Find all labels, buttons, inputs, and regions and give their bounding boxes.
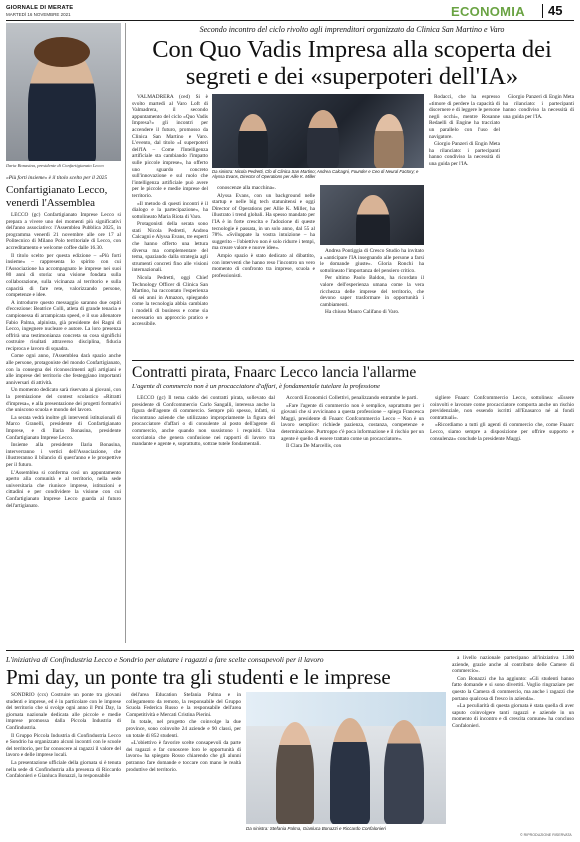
pmi-person-1: [276, 722, 314, 824]
issue-date: MARTEDÌ 16 NOVEMBRE 2021: [6, 12, 71, 17]
panel-speaker-3: [374, 114, 404, 168]
pirate-top-rule: [132, 360, 574, 361]
pmi-col1: SONDRIO (ccs) Costruire un ponte tra giovani studenti e imprese, ed è in particolare con le imprese del territorio che si svolge ogni anno il Pmi Day, la giornata nazionale dedicata alle piccole e medie imprese promossa dalla Piccola Industria di Confindustria. Il Gruppo Piccola Industria di Confindustria Lecco e Sondrio ha organizzato alcuni incontri con le scuole del territorio, per far conoscere ai ragazzi il valore del lavoro e delle imprese locali. La presentazione ufficiale della giornata si è tenuta nella sede di Confindustria alla presenza di Riccardo Confalonieri e Gianluca Bonazzi, la responsabile: [6, 692, 121, 780]
left-story-body: LECCO (gc) Confartigianato Imprese Lecco si prepara a vivere uno dei momenti più significativi dell'anno associativo: l'Assemblea Pubblica 2025, in programma venerdì 21 novembre alle ore 17 al Politecnico di Milano Polo territoriale di Lecco, con accreditamento e welcome coffee dalle 16.30. Il titolo scelto per questa edizione – «Più forti insieme» – rappresenta lo spirito con cui l'Associazione ha accompagnato le imprese nei suoi 80 anni di storia: una visione fondata sulla collaborazione, sulla vicinanza al territorio e sulla capacità di fare rete, valorizzando persone, competenze e idee. A introdurre questo messaggio saranno due ospiti d'eccezione: Beatrice Colli, atleta di grande tenacia e campionessa di arrampicata speed, e il suo allenatore Fabio Palma, alpinista, già presidente dei Ragni di Lecco, ingegnere nucleare e autore. La loro presenza offrirà una testimonianza concreta su cosa significhi costruire risultati attraverso disciplina, fiducia reciproca e lavoro di squadra. Come ogni anno, l'Assemblea darà spazio anche alle persone, protagoniste del mondo Confartigianato, con la consegna dei riconoscimenti agli artigiani e alle imprese del territorio che festeggiano importanti anniversari di attività. Un momento dedicato sarà riservato ai giovani, con la premiazione del contest scolastico «Ritratti d'impresa», e alla presentazione dei progetti formativi che uniscono scuola e mondo del lavoro. La serata vedrà inoltre gli interventi istituzionali di Marco Granelli, presidente di Confartigianato Imprese, e di Ilaria Bonasina, presidente Confartigianato Imprese Lecco. Insieme alla presidente Ilaria Bonasina, interverranno i vertici dell'Associazione, che illustreranno il bilancio di quest'anno e le prospettive per il futuro. L'Assemblea si conferma così un appuntamento aperto alla comunità e al territorio, nella sede universitaria che riunisce imprese, istituzioni e cittadini e per condividere la visione con cui Confartigianato Imprese Lecco guarda al futuro dell'artigianato.: [6, 212, 121, 509]
pmi-kicker: L'iniziativa di Confindustria Lecco e Sondrio per aiutare i ragazzi a fare scelte consapevoli per il lavoro: [6, 655, 324, 664]
main-story-headline: Con Quo Vadis Impresa alla scoperta dei segreti e dei «superpoteri dell'IA»: [152, 36, 552, 90]
pmi-headline: Pmi day, un ponte tra gli studenti e le imprese: [6, 665, 391, 689]
panel-photo: [212, 94, 424, 168]
left-story-headline: Confartigianato Lecco, venerdì l'Assemblea: [6, 184, 108, 209]
pmi-photo: [246, 692, 446, 824]
main-story-col1: VALMADRERA (ced) Si è svolto martedì al Varo Loft di Valmadrera, il secondo appuntamento del ciclo «Quo Vadis Impresa?» gli incontri per accendere il futuro, promosso da Clinica San Martino e Varo. L'evento, dal titolo «I superpoteri dell'IA – Come l'Intelligenza artificiale sta cambiando l'impatto sulle piccole imprese», ha offerto uno sguardo concreto sull'innovazione e sul ruolo che l'intelligenza artificiale può avere per le piccole e medie imprese del territorio. «Il metodo di questi incontri è il dialogo e la partecipazione», ha sottolineato Maria Riota di Varo. Protagonisti della serata sono stati Nicola Pedretti, Andrea Calcagni e Alyssa Evans, tre esperti che hanno offerto una lettura diversa ma complementare del tema, spaziando dalla strategia agli strumenti concreti fino alle visioni internazionali. Nicola Pedretti, oggi Chief Technology Officer di Clinica San Martino, ha raccontato l'esperienza di sei anni in Amazon, spiegando come la tecnologia abbia cambiato i modelli di business e come sia necessario un approccio pratico e accessibile.: [132, 94, 208, 328]
copyright-note: © RIPRODUZIONE RISERVATA: [520, 833, 572, 837]
section-divider: [542, 4, 543, 18]
portrait-hair: [34, 37, 90, 67]
panel-photo-caption: Da sinistra: Nicola Pedretti, Cfo di Clinica San Martino; Andrea Calcagni, Founder e Ceo di Neural Factory; e Alyssa Evans, Director of Operations per Allie K. Miller: [212, 169, 419, 179]
page-number: 45: [548, 3, 563, 18]
section-label: ECONOMIA: [451, 4, 525, 19]
masthead: GIORNALE DI MERATE: [6, 5, 74, 11]
pmi-photo-caption: Da sinistra: Stefania Palma, Gianluca Bonazzi e Riccardo Confalonieri: [246, 826, 386, 831]
pmi-col2: dell'area Education Stefania Palma e in collegamento da remoto, la responsabile del Gruppo Scuola Federica Russo e la responsabile dell'area Competitività e Mercati Cristina Pierini. In totale, nel progetto che coinvolge la due province, sono coinvolte 24 aziende e 90 classi, per un totale di 852 studenti. «L'obiettivo è favorire scelte consapevoli da parte dei ragazzi e far conoscere loro le opportunità di lavoro» ha spiegato Rosso chiarendo che gli alunni potranno fare domande e toccare con mano le realtà produttive del territorio.: [126, 692, 241, 773]
main-story-col3-continued: Giorgio Panzeri di Engin Meta ha rilanciato: i partecipanti hanno condiviso la necessità di una guida per l'IA.: [503, 94, 574, 120]
left-story-kicker: «Più forti insieme» è il titolo scelto per il 2025: [6, 175, 108, 181]
left-column-rule: [125, 23, 126, 643]
pmi-person-3: [384, 720, 424, 824]
pmi-person-2: [330, 718, 370, 824]
portrait-photo: [6, 23, 121, 161]
speaker-photo: [320, 185, 424, 245]
portrait-caption: Ilaria Bonasina, presidente di Confartigianato Lecco: [6, 163, 104, 168]
main-story-col2: conoscenze alla macchina». Alyssa Evans, con un background nelle startup e nelle big tech statunitensi e oggi Director of Operations per Allie K. Miller, ha illustrato i trend globali. Ha spesso mandato per l'IA è in forte crescita e l'adozione di queste tecnologie è passata, in un solo anno, dal 55 al 78%. «Sviluppate la vostra intuizione – ha suggerito – l'obiettivo non è solo ridurre i tempi, ma creare valore e nuove idee». Ampio spazio è stato dedicato al dibattito, con interventi che hanno reso l'incontro un vero momento di confronto tra imprese, scuola e professionisti.: [212, 185, 315, 279]
pmi-col3: a livello nazionale partecipano all'iniziativa 1.300 aziende, grazie anche al contributo delle Camere di commercio». Con Bonazzi che ha aggiunto: «Gli studenti hanno fatto domande e si sono divertiti. Voglio ringraziare per questo la Camera di commercio, ma anche i ragazzi che portano qualcosa di fresco in azienda». «La peculiarità di questa giornata è stata quella di aver saputo coinvolgere tanti ragazzi e aziende in un momento di incontro e di crescita comune» ha concluso Confalonieri.: [452, 655, 574, 729]
panel-speaker-1: [238, 114, 268, 168]
main-story-col3: Rodacci, che ha espresso «timore di perdere la capacità di discernere e di leggere le persone negli occhi», mentre Rosanne Redaelli di Engine ha tracciato un parallelo con l'uso del navigatore. Giorgio Panzeri di Engin Meta ha rilanciato: i partecipanti hanno condiviso la necessità di una guida per l'IA.: [429, 94, 500, 167]
pirate-col3: sigliere Fnaarc Confcommercio Lecco, sottolinea: «Essere coinvolti e lavorare come procacciatore comporta anche un rischio previdenziale, non essendo iscritti all'Enasarco né ai fondi contrattuali». «Ricordiamo a tutti gli agenti di commercio che, come Fnaarc Lecco, siamo sempre a disposizione per offrire supporto e consulenza» conclude la presidente Maggi.: [430, 395, 574, 442]
pirate-subhead: L'agente di commercio non è un procacciatore d'affari, è fondamentale tutelare la professione: [132, 383, 380, 390]
pirate-col1: LECCO (gc) Il tema caldo dei contratti pirata, sollevato dal presidente di Confcommercio Carlo Sangalli, interessa anche la figura dell'agente di commercio. Sempre più spesso, infatti, si riscontrano aziende che utilizzano impropriamente la figura del procacciatore d'affari o di consulente al posto dell'agente di commercio, anche quando non sussistono i requisiti. Una scorciatoia che genera confusione nei rapporti di lavoro tra mandante e agente e, soprattutto, sottrae tutele fondamentali.: [132, 395, 275, 448]
main-story-kicker: Secondo incontro del ciclo rivolto agli imprenditori organizzato da Clinica San Martino e Varo: [199, 25, 505, 34]
panel-speaker-2: [307, 110, 339, 168]
main-story-col4: Andrea Pontiggia di Cresco Studio ha invitato a «anticipare l'IA insegnando alle persone a farsi le domande giuste». Gloria Ronchi ha sottolineato l'importanza del pensiero critico. Per ultimo Paolo Baldon, ha ricordato il valore dell'esperienza umana come la vera ricchezza delle imprese del territorio, che devono saper trasformare in opportunità i cambiamenti. Ha chiuso Mauro Califano di Varo.: [320, 248, 424, 316]
pmi-top-rule: [6, 650, 574, 651]
pirate-headline: Contratti pirata, Fnaarc Lecco lancia l'allarme: [132, 364, 417, 381]
header-rule: [6, 20, 574, 21]
pirate-col2: Accordi Economici Collettivi, penalizzando entrambe le parti. «Fare l'agente di commercio non è semplice, soprattutto per i giovani che si avvicinano a questa professione – spiega Francesca Maggi, presidente di Fnaarc Confcommercio Lecco – Non è un lavoro semplice: richiede pazienza, costanza, competenze e determinazione. Purtroppo c'è poca informazione e il rischio per un agente è quello di essere trattato come un procacciatore». Il Clara De Marcellis, con: [281, 395, 424, 450]
speaker-figure: [356, 195, 390, 245]
